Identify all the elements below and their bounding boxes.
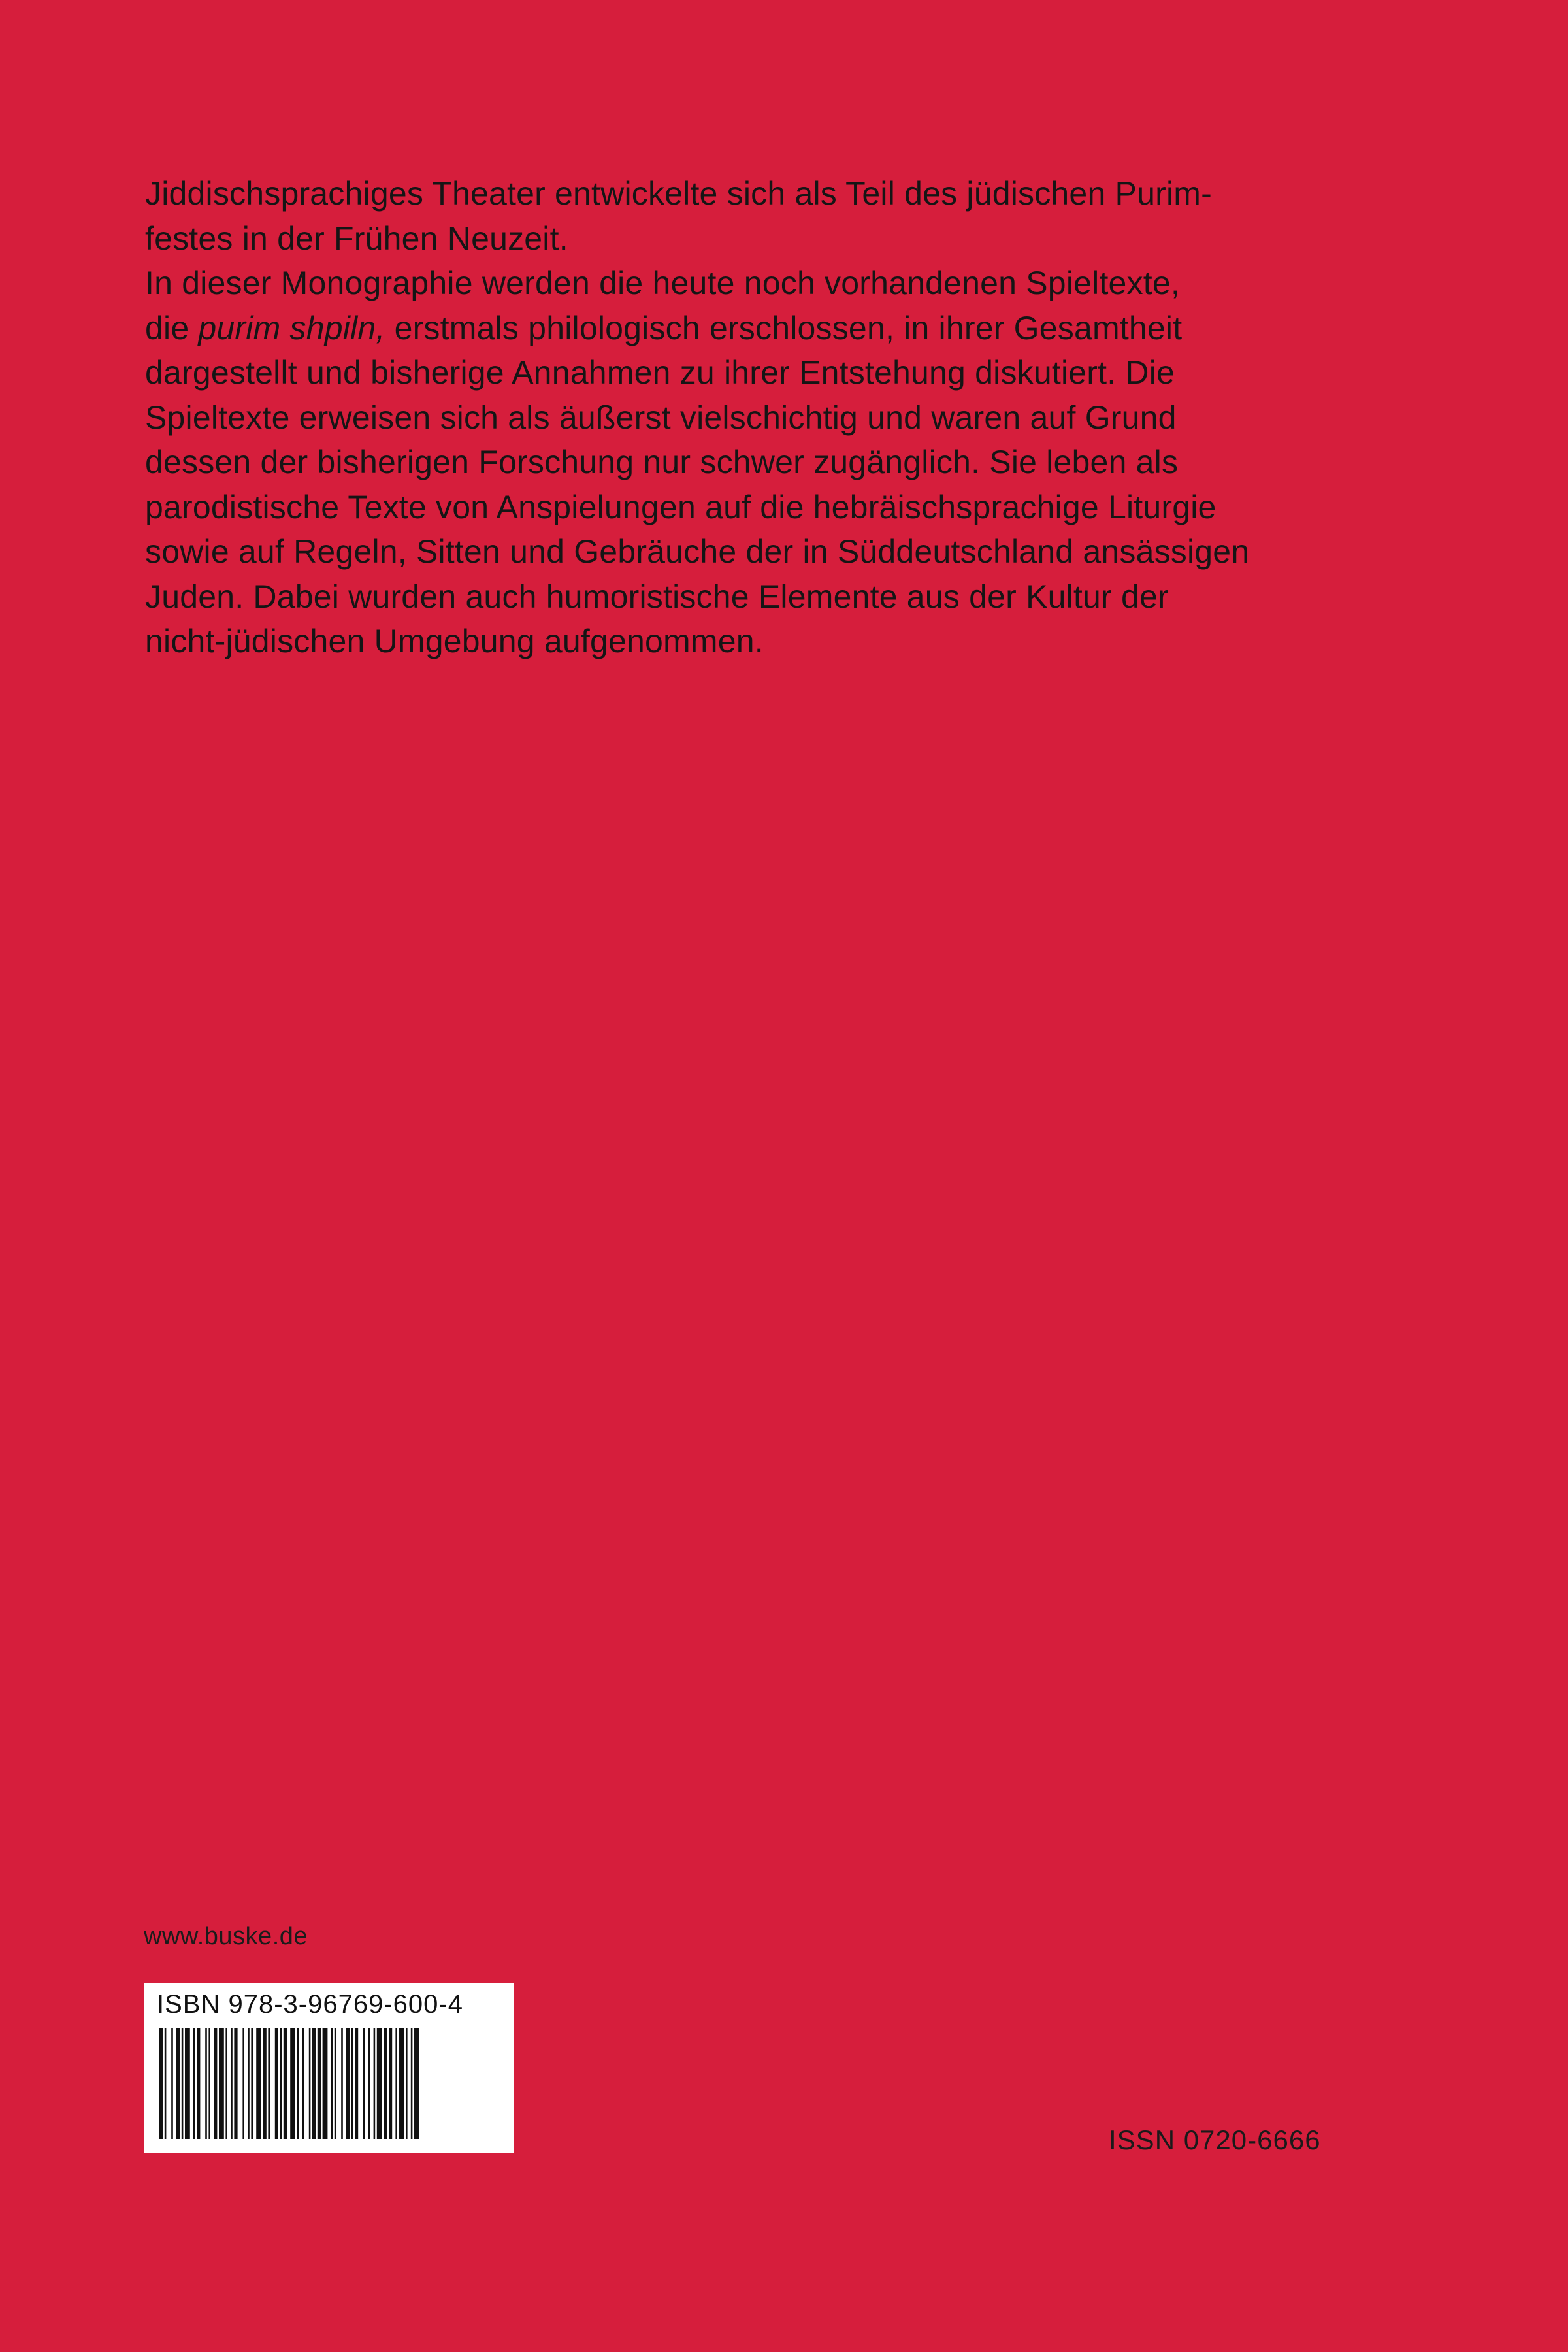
barcode-bar [197,2028,200,2139]
barcode-bar [185,2028,190,2139]
barcode-bar [263,2028,267,2139]
barcode-bar [234,2028,237,2139]
barcode-icon [157,2028,501,2142]
barcode-bar [363,2028,365,2139]
barcode-bar [323,2028,328,2139]
barcode-bar [302,2028,304,2139]
barcode-bar [341,2028,343,2139]
barcode-bar [414,2028,419,2139]
blurb-italic-title: purim shpiln, [198,309,385,346]
blurb-line: nicht-jüdischen Umgebung aufgenommen. [145,623,764,659]
blurb-fragment: erstmals philologisch erschlossen, in ihrer Gesamtheit [385,309,1183,346]
blurb-text [145,171,1373,664]
barcode-bar [284,2028,287,2139]
barcode-bar [251,2028,253,2139]
barcode-bar [159,2028,163,2139]
barcode-bar [331,2028,333,2139]
barcode-bar [312,2028,316,2139]
barcode-bar [335,2028,336,2139]
barcode-bar [231,2028,233,2139]
barcode-bar [318,2028,321,2139]
blurb-line: dargestellt und bisherige Annahmen zu ihrer Entstehung diskutiert. Die [145,354,1175,391]
barcode-bar [165,2028,167,2139]
barcode-bar [248,2028,250,2139]
isbn-barcode-label [144,1983,514,2153]
blurb-line: festes in der Frühen Neuzeit. [145,220,568,257]
barcode-bar [225,2028,227,2139]
barcode-bar [242,2028,244,2139]
barcode-bar [205,2028,207,2139]
barcode-bar [355,2028,358,2139]
blurb-line: sowie auf Regeln, Sitten und Gebräuche der in Süddeutschland ansässigen [145,533,1250,570]
barcode-bar [389,2028,392,2139]
barcode-bar [297,2028,299,2139]
blurb-line: Jiddischsprachiges Theater entwickelte sich als Teil des jüdischen Purim- [145,175,1212,212]
barcode-bar [368,2028,370,2139]
barcode-bar [176,2028,180,2139]
barcode-bar [171,2028,173,2139]
barcode-bar [182,2028,184,2139]
barcode-bar [346,2028,350,2139]
blurb-line [145,306,1373,351]
blurb-line: Juden. Dabei wurden auch humoristische Elemente aus der Kultur der [145,578,1169,615]
barcode-bar [256,2028,261,2139]
blurb-line: dessen der bisherigen Forschung nur schwer zugänglich. Sie leben als [145,444,1179,480]
barcode-bar [219,2028,224,2139]
barcode-bar [208,2028,210,2139]
barcode-bar [374,2028,376,2139]
barcode-bar [193,2028,195,2139]
barcode-bar [268,2028,270,2139]
barcode-bar [214,2028,217,2139]
blurb-line: parodistische Texte von Anspielungen auf die hebräischsprachige Liturgie [145,488,1217,525]
barcode-bar [395,2028,397,2139]
blurb-line: Spieltexte erweisen sich als äußerst vielschichtig und waren auf Grund [145,399,1177,436]
publisher-website: www.buske.de [144,1923,308,1950]
barcode-bar [406,2028,408,2139]
blurb-line: In dieser Monographie werden die heute noch vorhandenen Spieltexte, [145,265,1180,301]
isbn-number: ISBN 978-3-96769-600-4 [157,1990,463,2019]
barcode-bar [290,2028,295,2139]
blurb-fragment: die [145,309,199,346]
barcode-bar [309,2028,311,2139]
issn-number: ISSN 0720-6666 [1109,2125,1321,2155]
barcode-bar [377,2028,382,2139]
barcode-bar [384,2028,387,2139]
barcode-bar [411,2028,413,2139]
barcode-bar [275,2028,278,2139]
barcode-bar [351,2028,353,2139]
barcode-bar [399,2028,404,2139]
barcode-bar [280,2028,282,2139]
